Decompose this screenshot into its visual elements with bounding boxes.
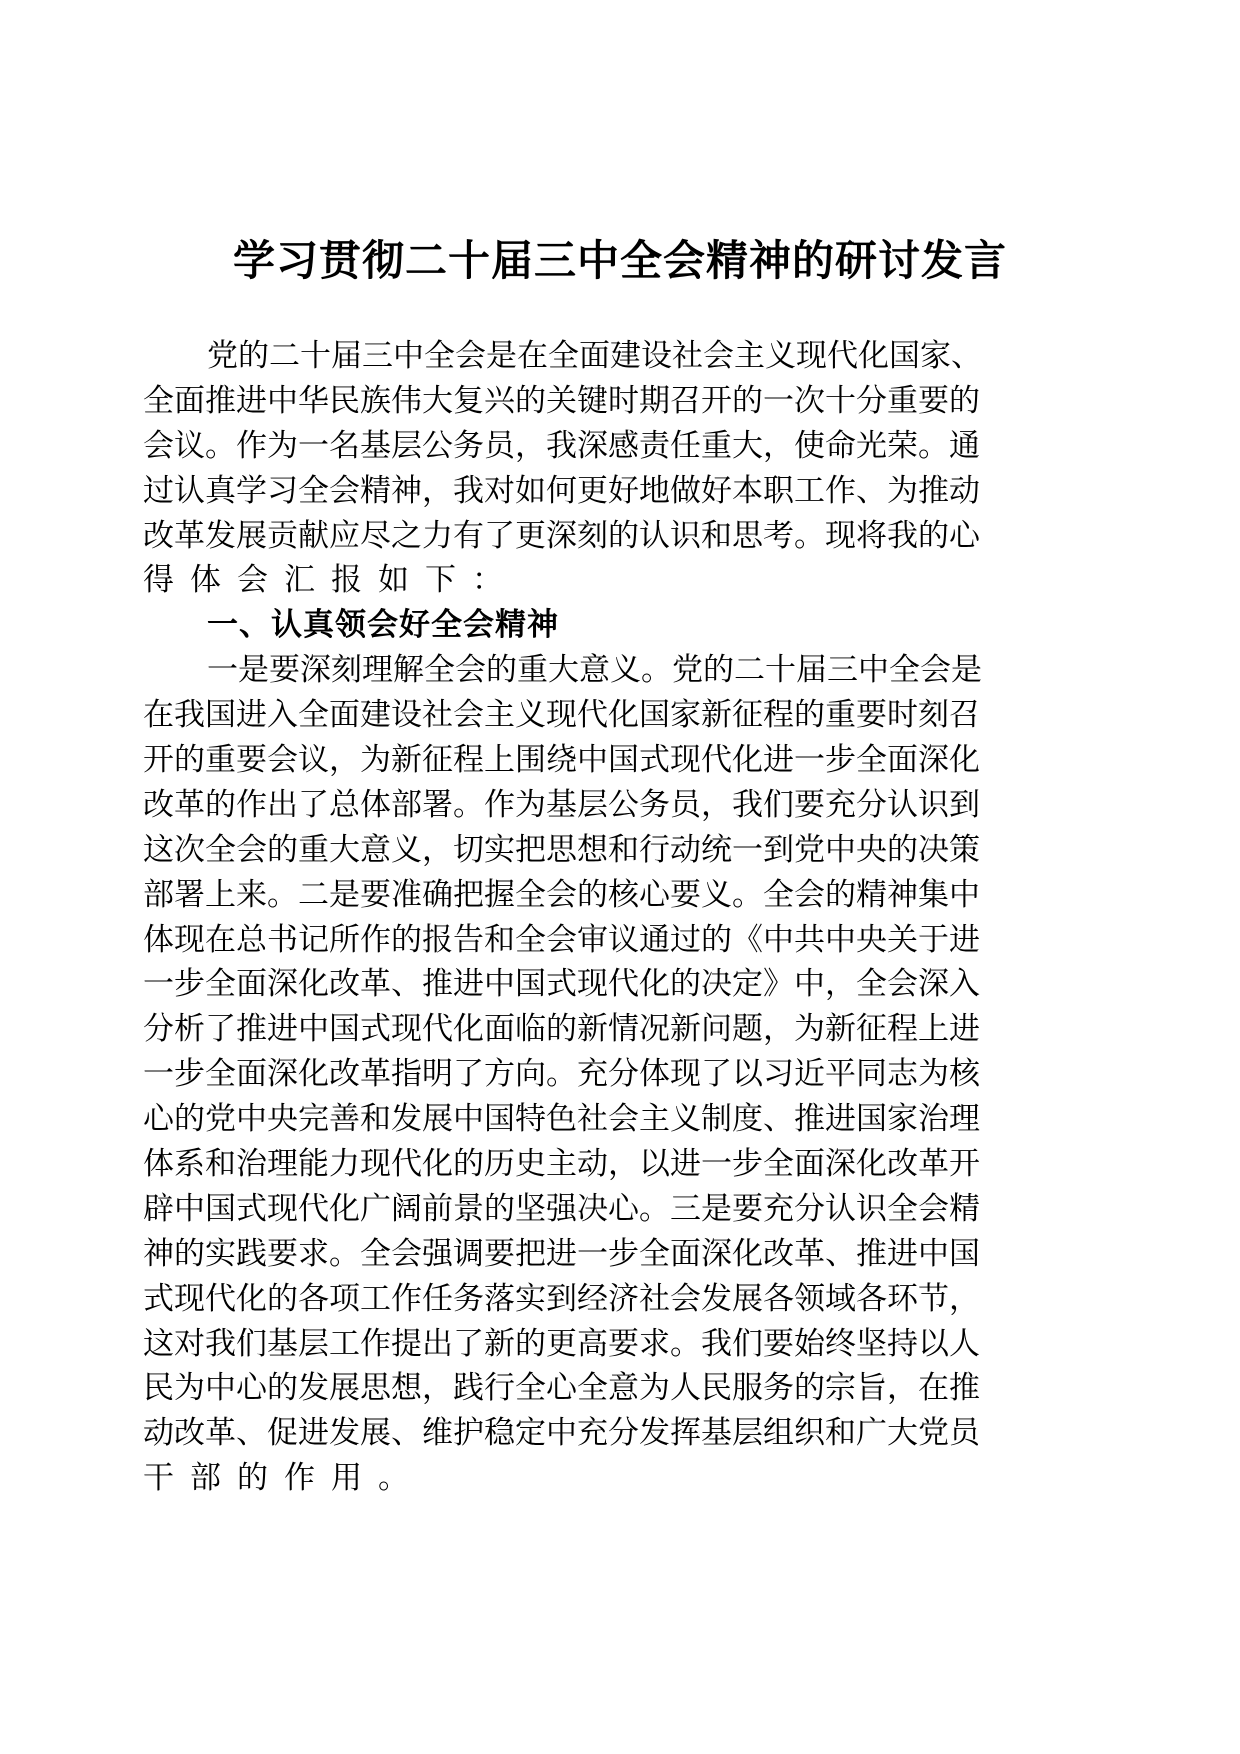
- text-line: 会议。作为一名基层公务员，我深感责任重大，使命光荣。通: [143, 427, 980, 464]
- text-line: 党的二十届三中全会是在全面建设社会主义现代化国家、: [207, 338, 982, 374]
- text-line: 开的重要会议，为新征程上围绕中国式现代化进一步全面深化: [143, 742, 980, 779]
- text-line: 改革的作出了总体部署。作为基层公务员，我们要充分认识到: [143, 786, 980, 823]
- text-line: 这次全会的重大意义，切实把思想和行动统一到党中央的决策: [143, 831, 980, 868]
- text-line: 一步全面深化改革、推进中国式现代化的决定》中，全会深入: [143, 966, 980, 1003]
- text-line: 过认真学习全会精神，我对如何更好地做好本职工作、为推动: [143, 472, 980, 509]
- document-title: 学习贯彻二十届三中全会精神的研讨发言: [232, 236, 1007, 285]
- text-line: 民为中心的发展思想，践行全心全意为人民服务的宗旨，在推: [143, 1370, 980, 1407]
- paragraph-intro: [143, 334, 982, 603]
- text-line: 神的实践要求。全会强调要把进一步全面深化改革、推进中国: [143, 1235, 980, 1272]
- text-line: 心的党中央完善和发展中国特色社会主义制度、推进国家治理: [143, 1101, 980, 1138]
- text-line: 在我国进入全面建设社会主义现代化国家新征程的重要时刻召: [143, 697, 980, 734]
- text-line: 式现代化的各项工作任务落实到经济社会发展各领域各环节，: [143, 1280, 980, 1317]
- text-line: 部署上来。二是要准确把握全会的核心要义。全会的精神集中: [143, 876, 980, 913]
- document-body: [143, 334, 982, 1501]
- text-line: 辟中国式现代化广阔前景的坚强决心。三是要充分认识全会精: [143, 1190, 980, 1227]
- text-line: 得体会汇报如下：: [143, 562, 519, 599]
- text-line: 干部的作用。: [143, 1460, 425, 1497]
- text-line: 一是要深刻理解全会的重大意义。党的二十届三中全会是: [207, 652, 982, 689]
- text-line: 改革发展贡献应尽之力有了更深刻的认识和思考。现将我的心: [143, 517, 980, 554]
- section-heading: 一、认真领会好全会精神: [207, 607, 559, 644]
- text-line: 动改革、促进发展、维护稳定中充分发挥基层组织和广大党员: [143, 1415, 980, 1452]
- text-line: 全面推进中华民族伟大复兴的关键时期召开的一次十分重要的: [143, 382, 980, 419]
- text-line: 体现在总书记所作的报告和全会审议通过的《中共中央关于进: [143, 921, 980, 958]
- text-line: 体系和治理能力现代化的历史主动，以进一步全面深化改革开: [143, 1146, 980, 1183]
- paragraph-section-1: [143, 648, 982, 1501]
- text-line: 一步全面深化改革指明了方向。充分体现了以习近平同志为核: [143, 1056, 980, 1093]
- text-line: 这对我们基层工作提出了新的更高要求。我们要始终坚持以人: [143, 1325, 980, 1362]
- text-line: 分析了推进中国式现代化面临的新情况新问题，为新征程上进: [143, 1011, 980, 1048]
